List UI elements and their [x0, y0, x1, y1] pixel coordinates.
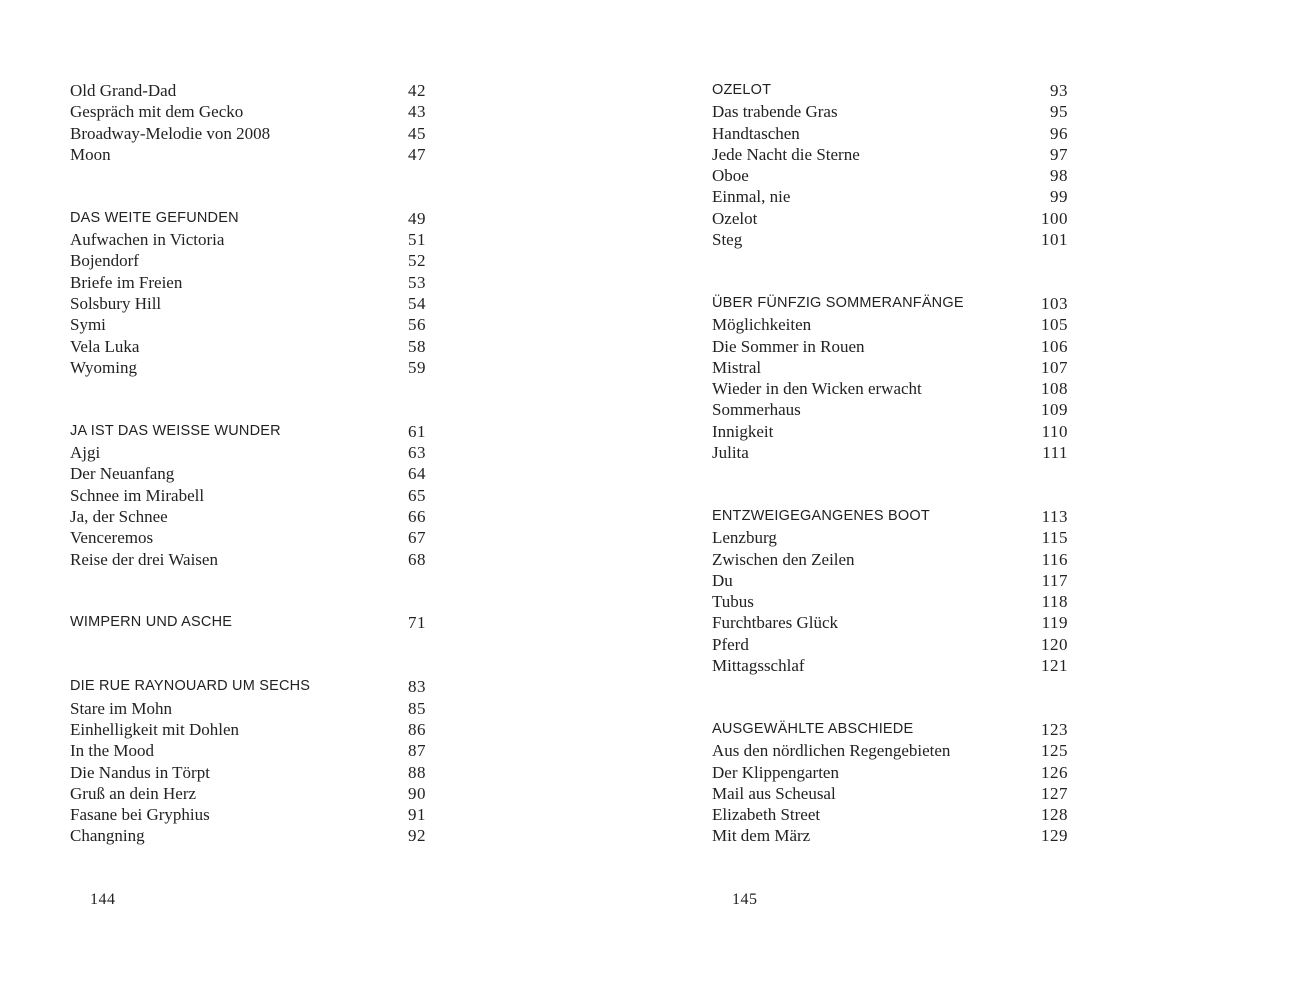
toc-entry [712, 378, 1068, 399]
entry-title: Furchtbares Glück [712, 613, 839, 633]
toc-section-heading [712, 506, 1068, 527]
page-reference: 107 [1041, 357, 1068, 377]
toc-section-heading [712, 719, 1068, 740]
section-title: OZELOT [712, 82, 772, 98]
entry-title: Solsbury Hill [70, 293, 162, 313]
entry-title: Das trabende Gras [712, 102, 838, 122]
section-spacer [712, 463, 1068, 506]
entry-title: Lenzburg [712, 528, 777, 548]
toc-section-heading [712, 80, 1068, 101]
page-reference: 63 [408, 443, 426, 463]
entry-title: Ajgi [70, 443, 101, 463]
toc-entry [70, 804, 426, 825]
page-reference: 45 [408, 123, 426, 143]
entry-title: Steg [712, 230, 743, 250]
page-number-right: 145 [732, 891, 758, 908]
entry-title: Die Nandus in Törpt [70, 762, 210, 782]
left-page-toc [70, 80, 426, 847]
entry-title: Ja, der Schnee [70, 506, 168, 526]
toc-entry [712, 101, 1068, 122]
section-title: WIMPERN UND ASCHE [70, 614, 233, 631]
page-reference: 100 [1041, 208, 1068, 228]
toc-entry [712, 570, 1068, 591]
entry-title: Briefe im Freien [70, 272, 183, 292]
toc-entry [70, 719, 426, 740]
toc-entry [70, 250, 426, 271]
entry-title: Ozelot [712, 208, 758, 228]
toc-section-heading [70, 676, 426, 697]
entry-title: In the Mood [70, 741, 155, 761]
section-title: AUSGEWÄHLTE ABSCHIEDE [712, 720, 914, 737]
page-reference: 121 [1041, 656, 1068, 676]
entry-title: Zwischen den Zeilen [712, 549, 855, 569]
toc-entry [712, 208, 1068, 229]
toc-section-heading [712, 293, 1068, 314]
entry-title: Sommerhaus [712, 400, 801, 420]
toc-section-heading [70, 421, 426, 442]
section-title: ÜBER FÜNFZIG SOMMERANFÄNGE [712, 294, 964, 311]
page-reference: 59 [408, 357, 426, 377]
entry-title: Vela Luka [70, 336, 140, 356]
page-reference: 43 [408, 102, 426, 122]
page-reference: 127 [1041, 783, 1068, 803]
toc-entry [712, 762, 1068, 783]
page-reference: 125 [1041, 741, 1068, 761]
toc-entry [712, 186, 1068, 207]
section-title: ENTZWEIGEGANGENES BOOT [712, 507, 930, 524]
section-spacer [712, 676, 1068, 719]
toc-entry [70, 506, 426, 527]
entry-title: Einhelligkeit mit Dohlen [70, 719, 240, 739]
page-reference: 111 [1042, 443, 1068, 463]
page-reference: 87 [408, 741, 426, 761]
page-reference: 88 [408, 762, 426, 782]
entry-title: Bojendorf [70, 251, 139, 271]
page-reference: 129 [1041, 826, 1068, 846]
page-reference: 71 [408, 613, 426, 633]
toc-entry [70, 314, 426, 335]
toc-entry [712, 399, 1068, 420]
toc-entry [712, 740, 1068, 761]
toc-entry [70, 549, 426, 570]
page-reference: 64 [408, 464, 426, 484]
toc-entry [712, 612, 1068, 633]
entry-title: Venceremos [70, 528, 154, 548]
toc-entry [712, 825, 1068, 846]
page-reference: 128 [1041, 805, 1068, 825]
entry-title: Jede Nacht die Sterne [712, 144, 860, 164]
section-title: JA IST DAS WEISSE WUNDER [70, 422, 281, 439]
page-reference: 42 [408, 81, 426, 100]
page-reference: 54 [408, 293, 426, 313]
page-reference: 52 [408, 251, 426, 271]
page-reference: 47 [408, 144, 426, 164]
toc-entry [70, 783, 426, 804]
toc-entry [70, 272, 426, 293]
page-reference: 126 [1041, 762, 1068, 782]
entry-title: Changning [70, 826, 145, 846]
entry-title: Mit dem März [712, 826, 811, 846]
page-reference: 97 [1050, 144, 1068, 164]
entry-title: Pferd [712, 634, 749, 654]
toc-entry [70, 357, 426, 378]
entry-title: Gespräch mit dem Gecko [70, 102, 244, 122]
toc-entry [70, 825, 426, 846]
page-reference: 103 [1041, 293, 1068, 313]
page-reference: 93 [1050, 81, 1068, 100]
entry-title: Stare im Mohn [70, 698, 172, 718]
page-number-left: 144 [90, 891, 116, 908]
page-reference: 85 [408, 698, 426, 718]
entry-title: Mittagsschlaf [712, 656, 805, 676]
page-reference: 58 [408, 336, 426, 356]
toc-entry [712, 634, 1068, 655]
toc-entry [70, 527, 426, 548]
entry-title: Symi [70, 315, 106, 335]
section-title: DIE RUE RAYNOUARD UM SECHS [70, 678, 311, 695]
page-reference: 61 [408, 421, 426, 441]
toc-entry [712, 123, 1068, 144]
toc-entry [70, 698, 426, 719]
toc-entry [712, 783, 1068, 804]
entry-title: Fasane bei Gryphius [70, 805, 210, 825]
page-reference: 117 [1041, 570, 1068, 590]
toc-entry [70, 101, 426, 122]
page-reference: 98 [1050, 166, 1068, 186]
page-reference: 119 [1041, 613, 1068, 633]
toc-entry [712, 527, 1068, 548]
page-reference: 120 [1041, 634, 1068, 654]
entry-title: Moon [70, 144, 111, 164]
toc-entry [70, 485, 426, 506]
page-reference: 91 [408, 805, 426, 825]
toc-entry [712, 549, 1068, 570]
page-reference: 90 [408, 783, 426, 803]
entry-title: Handtaschen [712, 123, 800, 143]
toc-entry [712, 144, 1068, 165]
page-reference: 67 [408, 528, 426, 548]
entry-title: Möglichkeiten [712, 315, 812, 335]
entry-title: Der Neuanfang [70, 464, 175, 484]
toc-entry [712, 357, 1068, 378]
toc-entry [70, 144, 426, 165]
entry-title: Innigkeit [712, 421, 774, 441]
toc-entry [70, 762, 426, 783]
page-reference: 118 [1041, 592, 1068, 612]
page-reference: 106 [1041, 336, 1068, 356]
toc-entry [70, 123, 426, 144]
section-spacer [70, 378, 426, 421]
page-reference: 96 [1050, 123, 1068, 143]
entry-title: Tubus [712, 592, 754, 612]
toc-entry [712, 804, 1068, 825]
page-reference: 56 [408, 315, 426, 335]
entry-title: Gruß an dein Herz [70, 783, 197, 803]
page-reference: 51 [408, 230, 426, 250]
toc-section-heading [70, 208, 426, 229]
page-reference: 113 [1041, 506, 1068, 526]
entry-title: Julita [712, 443, 749, 463]
page-reference: 86 [408, 719, 426, 739]
toc-entry [712, 336, 1068, 357]
toc-entry [70, 442, 426, 463]
toc-entry [70, 229, 426, 250]
page-reference: 110 [1041, 421, 1068, 441]
page-reference: 108 [1041, 379, 1068, 399]
toc-entry [70, 336, 426, 357]
page-reference: 109 [1041, 400, 1068, 420]
toc-entry [70, 80, 426, 101]
section-title: DAS WEITE GEFUNDEN [70, 209, 239, 226]
page-reference: 68 [408, 549, 426, 569]
entry-title: Elizabeth Street [712, 805, 821, 825]
page-reference: 95 [1050, 102, 1068, 122]
page-reference: 49 [408, 208, 426, 228]
toc-entry [70, 293, 426, 314]
page-reference: 92 [408, 826, 426, 846]
section-spacer [70, 570, 426, 613]
entry-title: Broadway-Melodie von 2008 [70, 123, 271, 143]
page-reference: 65 [408, 485, 426, 505]
page-reference: 101 [1041, 230, 1068, 250]
page-reference: 66 [408, 506, 426, 526]
entry-title: Aus den nördlichen Regengebieten [712, 741, 951, 761]
toc-section-heading [70, 612, 426, 633]
page-reference: 99 [1050, 187, 1068, 207]
page-reference: 105 [1041, 315, 1068, 335]
toc-entry [70, 463, 426, 484]
toc-entry [712, 655, 1068, 676]
page-reference: 116 [1041, 549, 1068, 569]
entry-title: Aufwachen in Victoria [70, 230, 225, 250]
section-spacer [70, 165, 426, 208]
toc-entry [712, 421, 1068, 442]
page-reference: 123 [1041, 719, 1068, 739]
entry-title: Mistral [712, 357, 762, 377]
right-page-toc [712, 80, 1068, 847]
section-spacer [70, 634, 426, 677]
page-reference: 115 [1041, 528, 1068, 548]
toc-entry [712, 165, 1068, 186]
toc-entry [712, 314, 1068, 335]
entry-title: Der Klippengarten [712, 762, 839, 782]
entry-title: Mail aus Scheusal [712, 783, 836, 803]
toc-entry [712, 591, 1068, 612]
entry-title: Old Grand-Dad [70, 81, 177, 100]
entry-title: Reise der drei Waisen [70, 549, 218, 569]
entry-title: Wyoming [70, 357, 137, 377]
toc-entry [70, 740, 426, 761]
entry-title: Wieder in den Wicken erwacht [712, 379, 922, 399]
entry-title: Du [712, 570, 733, 590]
page-reference: 83 [408, 677, 426, 697]
entry-title: Schnee im Mirabell [70, 485, 205, 505]
entry-title: Oboe [712, 166, 749, 186]
toc-entry [712, 229, 1068, 250]
toc-entry [712, 442, 1068, 463]
entry-title: Die Sommer in Rouen [712, 336, 865, 356]
entry-title: Einmal, nie [712, 187, 791, 207]
section-spacer [712, 250, 1068, 293]
page-reference: 53 [408, 272, 426, 292]
